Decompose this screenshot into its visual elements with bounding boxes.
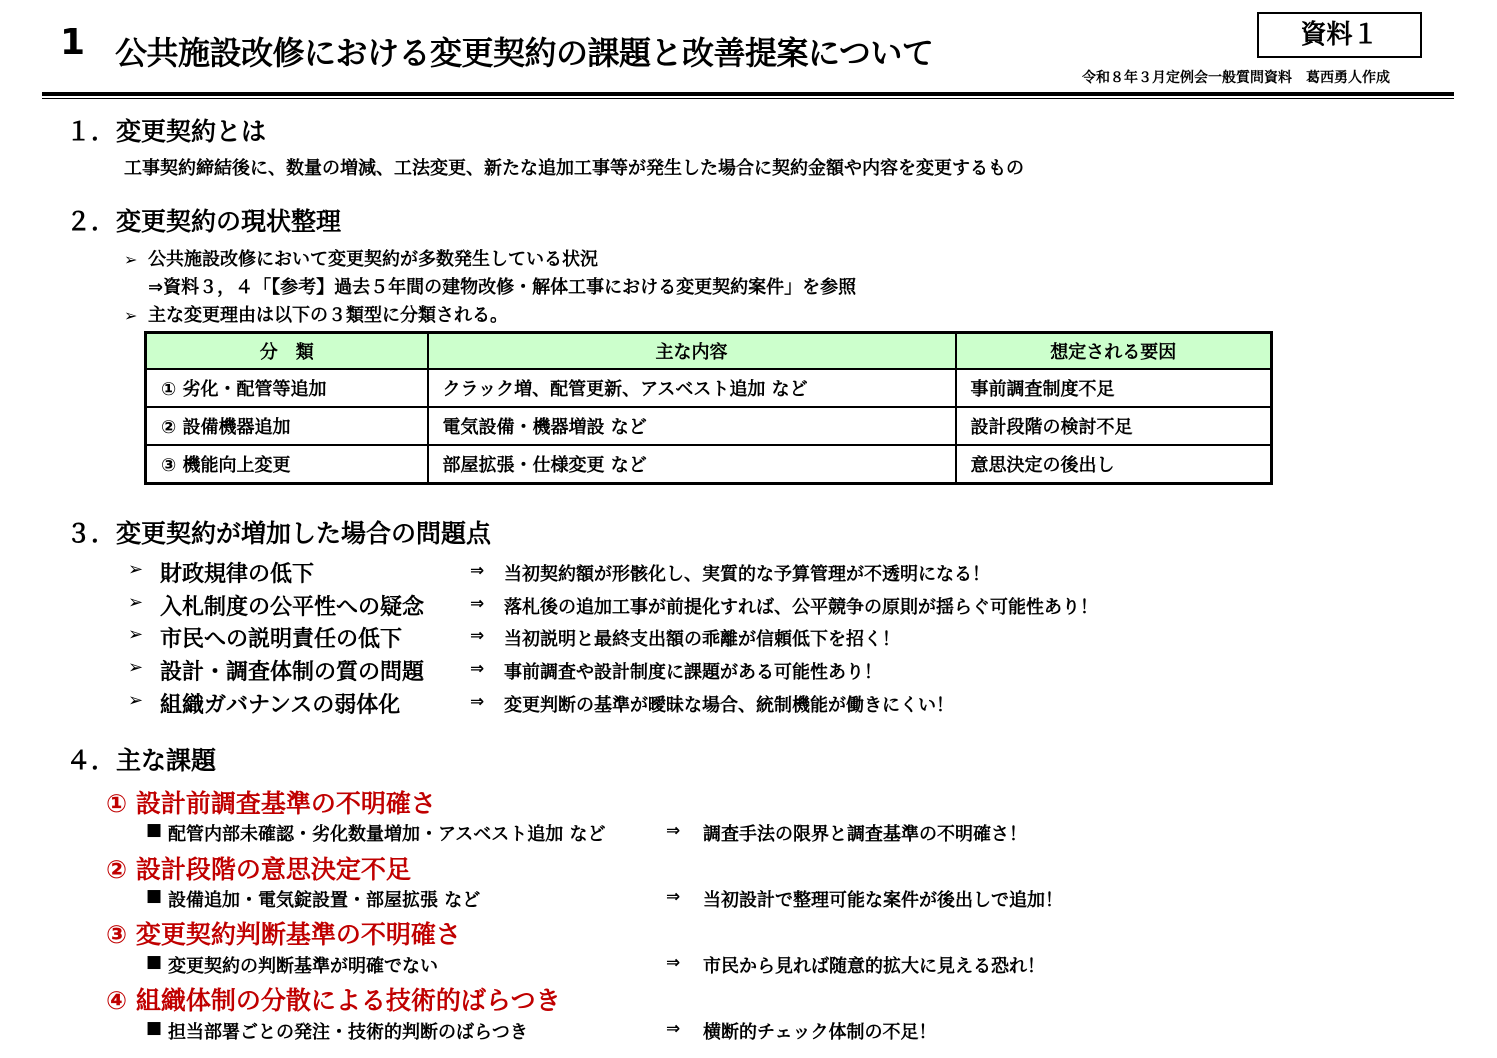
section-1-heading: １．変更契約とは	[66, 117, 267, 146]
bullet-text: 主な変更理由は以下の３類型に分類される。	[148, 305, 508, 326]
problem-title: 入札制度の公平性への疑念	[160, 595, 425, 620]
table-cell: ① 劣化・配管等追加	[146, 369, 428, 407]
problem-title: 市民への説明責任の低下	[160, 627, 403, 652]
issue-title: ③ 変更契約判断基準の不明確さ	[106, 920, 461, 949]
arrow-bullet-icon: ➢	[124, 250, 138, 269]
problem-title: 設計・調査体制の質の問題	[160, 660, 425, 685]
issue-detail: 設備追加・電気錠設置・部屋拡張 など	[168, 890, 481, 911]
header-rule-thick	[42, 92, 1454, 96]
square-bullet-icon: ■	[146, 820, 163, 840]
issue-result: 市民から見れば随意的拡大に見える恐れ！	[703, 956, 1045, 977]
document-number: 1	[60, 22, 86, 63]
section-1-body: 工事契約締結後に、数量の増減、工法変更、新たな追加工事等が発生した場合に契約金額や内容を変更するもの	[124, 158, 1024, 179]
issue-detail: 変更契約の判断基準が明確でない	[168, 956, 438, 977]
issue-detail: 配管内部未確認・劣化数量増加・アスベスト追加 など	[168, 824, 606, 845]
section-2-subnote: ⇒資料３，４「【参考】過去５年間の建物改修・解体工事における変更契約案件」を参照	[148, 277, 857, 298]
header-rule-thin	[42, 98, 1454, 99]
issue-result: 調査手法の限界と調査基準の不明確さ！	[703, 824, 1027, 845]
square-bullet-icon: ■	[146, 952, 163, 972]
issue-title: ④ 組織体制の分散による技術的ばらつき	[106, 986, 561, 1015]
table-cell: ② 設備機器追加	[146, 407, 428, 445]
issue-detail: 担当部署ごとの発注・技術的判断のばらつき	[168, 1022, 528, 1043]
issue-result: 横断的チェック体制の不足！	[703, 1022, 937, 1043]
table-row	[146, 445, 1272, 483]
square-bullet-icon: ■	[146, 1018, 163, 1038]
implies-arrow-icon: ⇒	[470, 626, 485, 646]
implies-arrow-icon: ⇒	[470, 692, 485, 712]
issue-title: ① 設計前調査基準の不明確さ	[106, 789, 436, 818]
table-header-cell: 分 類	[146, 333, 428, 369]
implies-arrow-icon: ⇒	[666, 887, 681, 907]
problem-description: 変更判断の基準が曖昧な場合、統制機能が働きにくい！	[504, 695, 954, 716]
arrow-bullet-icon: ➢	[124, 306, 138, 325]
table-cell: 電気設備・機器増設 など	[428, 407, 956, 445]
problem-description: 事前調査や設計制度に課題がある可能性あり！	[504, 662, 882, 683]
arrow-bullet-icon: ➢	[128, 657, 144, 678]
table-cell: ③ 機能向上変更	[146, 445, 428, 483]
document-title: 公共施設改修における変更契約の課題と改善提案について	[115, 34, 934, 72]
implies-arrow-icon: ⇒	[470, 594, 485, 614]
arrow-bullet-icon: ➢	[128, 690, 144, 711]
table-cell: 部屋拡張・仕様変更 など	[428, 445, 956, 483]
section-3-heading: ３．変更契約が増加した場合の問題点	[66, 519, 492, 548]
arrow-bullet-icon: ➢	[128, 559, 144, 580]
table-header-cell: 主な内容	[428, 333, 956, 369]
arrow-bullet-icon: ➢	[128, 624, 144, 645]
problem-description: 当初説明と最終支出額の乖離が信頼低下を招く！	[504, 629, 900, 650]
section-2-heading: ２．変更契約の現状整理	[66, 207, 342, 236]
change-type-table	[144, 331, 1273, 485]
document-label-box: 資料１	[1257, 12, 1422, 58]
author-note: 令和８年３月定例会一般質問資料 葛西勇人作成	[1082, 70, 1390, 86]
issue-title: ② 設計段階の意思決定不足	[106, 855, 411, 884]
square-bullet-icon: ■	[146, 886, 163, 906]
section-2-bullet	[124, 245, 598, 271]
table-row	[146, 407, 1272, 445]
table-header-row	[146, 333, 1272, 369]
section-2-bullet	[124, 301, 508, 327]
implies-arrow-icon: ⇒	[666, 821, 681, 841]
implies-arrow-icon: ⇒	[666, 953, 681, 973]
problem-description: 当初契約額が形骸化し、実質的な予算管理が不透明になる！	[504, 564, 990, 585]
implies-arrow-icon: ⇒	[666, 1019, 681, 1039]
table-cell: 設計段階の検討不足	[956, 407, 1272, 445]
table-header-cell: 想定される要因	[956, 333, 1272, 369]
problem-title: 組織ガバナンスの弱体化	[160, 693, 401, 718]
arrow-bullet-icon: ➢	[128, 592, 144, 613]
implies-arrow-icon: ⇒	[470, 561, 485, 581]
issue-result: 当初設計で整理可能な案件が後出しで追加！	[703, 890, 1063, 911]
table-cell: 事前調査制度不足	[956, 369, 1272, 407]
table-cell: クラック増、配管更新、アスベスト追加 など	[428, 369, 956, 407]
problem-title: 財政規律の低下	[160, 562, 315, 587]
implies-arrow-icon: ⇒	[470, 659, 485, 679]
table-cell: 意思決定の後出し	[956, 445, 1272, 483]
section-4-heading: ４．主な課題	[66, 746, 217, 775]
table-row	[146, 369, 1272, 407]
bullet-text: 公共施設改修において変更契約が多数発生している状況	[148, 249, 598, 270]
problem-description: 落札後の追加工事が前提化すれば、公平競争の原則が揺らぐ可能性あり！	[504, 597, 1098, 618]
